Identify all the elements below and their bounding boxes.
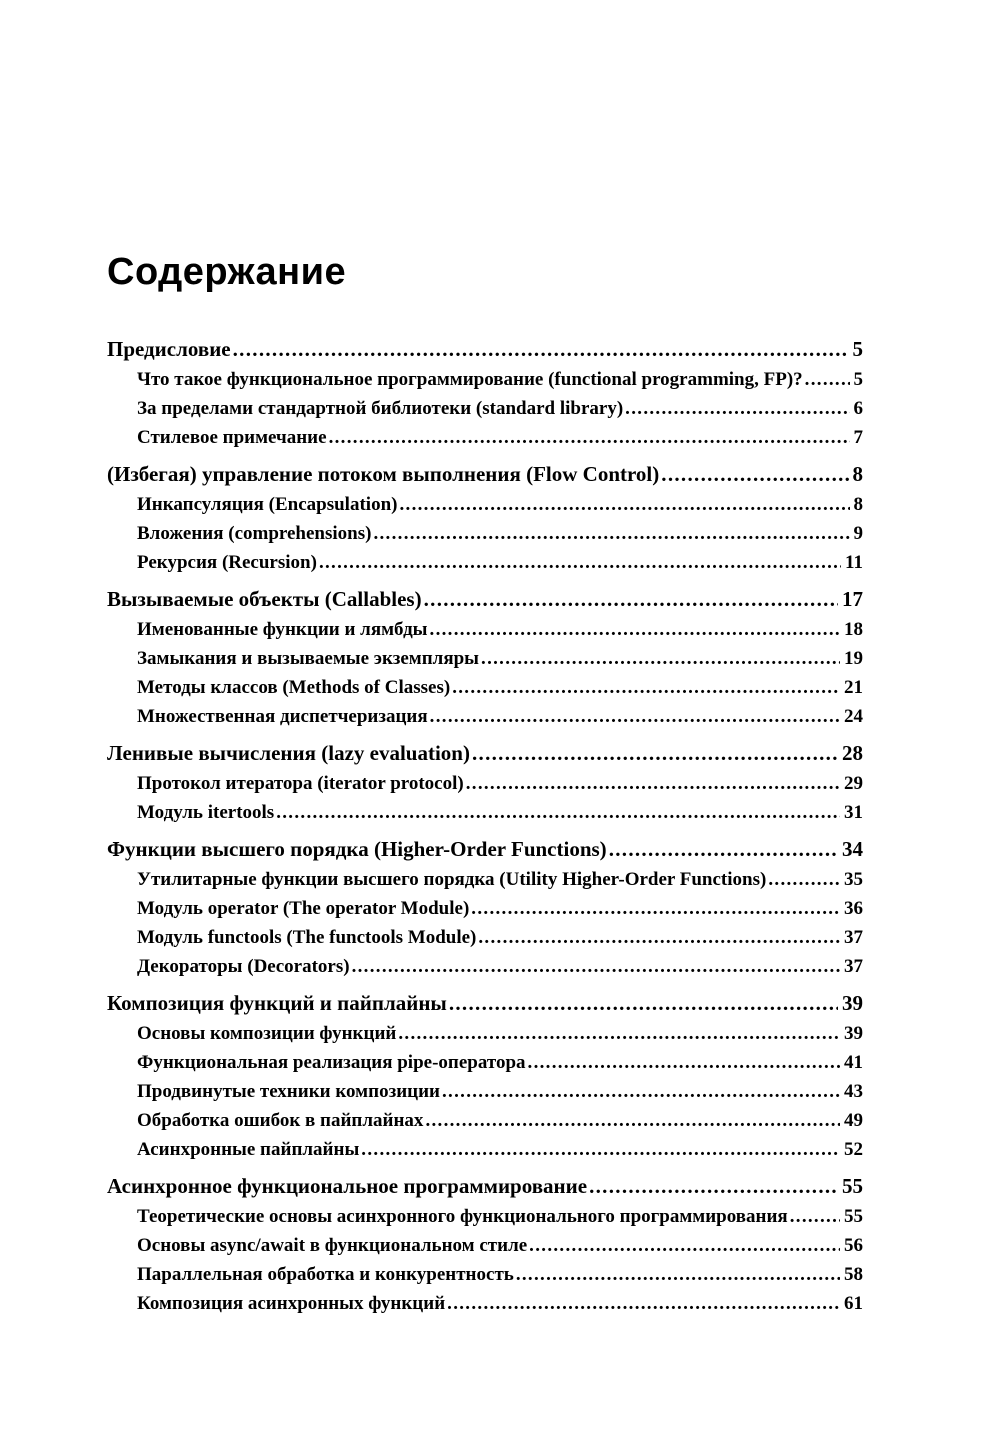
toc-entry-label: Именованные функции и лямбды — [137, 619, 428, 640]
dot-leader — [516, 1260, 840, 1289]
toc-item-row — [107, 702, 863, 731]
toc-section — [107, 834, 863, 981]
dot-leader — [528, 1048, 840, 1077]
toc-entry-label: Предисловие — [107, 337, 231, 361]
dot-leader — [449, 988, 838, 1019]
toc-entry-label: Вложения (comprehensions) — [137, 523, 372, 544]
toc-item-row — [107, 769, 863, 798]
toc-entry-label: Функциональная реализация pipe-оператора — [137, 1052, 526, 1073]
toc-entry-label: Параллельная обработка и конкурентность — [137, 1264, 514, 1285]
toc-item-row — [107, 1260, 863, 1289]
toc-entry-page: 61 — [844, 1293, 863, 1314]
toc-section — [107, 988, 863, 1164]
toc-item-row — [107, 644, 863, 673]
dot-leader — [430, 702, 840, 731]
toc-entry-page: 39 — [844, 1023, 863, 1044]
toc-entry-page: 56 — [844, 1235, 863, 1256]
toc-entry-label: Множественная диспетчеризация — [137, 706, 428, 727]
toc-item-row — [107, 519, 863, 548]
dot-leader — [373, 519, 849, 548]
dot-leader — [768, 865, 840, 894]
toc-entry-label: Основы async/await в функциональном стиле — [137, 1235, 528, 1256]
dot-leader — [329, 423, 850, 452]
toc-section-row — [107, 1171, 863, 1202]
toc-entry-label: Инкапсуляция (Encapsulation) — [137, 494, 398, 515]
dot-leader — [352, 952, 840, 981]
toc-entry-page: 31 — [844, 802, 863, 823]
toc-item-row — [107, 923, 863, 952]
toc-entry-page: 8 — [853, 494, 863, 515]
toc-entry-label: Асинхронное функциональное программирование — [107, 1174, 588, 1198]
toc-section — [107, 459, 863, 577]
dot-leader — [442, 1077, 840, 1106]
toc-entry-page: 11 — [845, 552, 863, 573]
toc-entry-page: 5 — [853, 369, 863, 390]
dot-leader — [424, 584, 838, 615]
dot-leader — [466, 769, 840, 798]
toc-item-row — [107, 1077, 863, 1106]
dot-leader — [233, 334, 849, 365]
dot-leader — [319, 548, 841, 577]
toc-entry-label: Функции высшего порядка (Higher-Order Functions) — [107, 837, 607, 861]
toc-entry-page: 37 — [844, 956, 863, 977]
dot-leader — [452, 673, 840, 702]
dot-leader — [589, 1171, 838, 1202]
dot-leader — [481, 644, 840, 673]
toc-item-row — [107, 1289, 863, 1318]
toc-entry-page: 36 — [844, 898, 863, 919]
toc-item-row — [107, 865, 863, 894]
toc-entry-label: Протокол итератора (iterator protocol) — [137, 773, 464, 794]
dot-leader — [472, 738, 838, 769]
toc-section — [107, 1171, 863, 1318]
toc-item-row — [107, 1106, 863, 1135]
toc-section — [107, 584, 863, 731]
toc-entry-label: Рекурсия (Recursion) — [137, 552, 317, 573]
toc-entry-label: Композиция асинхронных функций — [137, 1293, 446, 1314]
dot-leader — [478, 923, 840, 952]
toc-entry-label: Ленивые вычисления (lazy evaluation) — [107, 741, 470, 765]
toc-section — [107, 334, 863, 452]
toc-section-row — [107, 334, 863, 365]
dot-leader — [398, 1019, 840, 1048]
toc-entry-page: 6 — [853, 398, 863, 419]
toc-entry-label: Вызываемые объекты (Callables) — [107, 587, 422, 611]
dot-leader — [609, 834, 838, 865]
toc-entry-page: 21 — [844, 677, 863, 698]
toc-entry-page: 34 — [842, 837, 863, 861]
toc-entry-label: Теоретические основы асинхронного функционального программирования — [137, 1206, 788, 1227]
dot-leader — [430, 615, 840, 644]
toc-item-row — [107, 1048, 863, 1077]
toc-entry-label: Модуль operator (The operator Module) — [137, 898, 470, 919]
toc-entry-label: Модуль functools (The functools Module) — [137, 927, 477, 948]
toc-entry-label: За пределами стандартной библиотеки (standard library) — [137, 398, 624, 419]
toc-entry-label: Продвинутые техники композиции — [137, 1081, 440, 1102]
toc-item-row — [107, 952, 863, 981]
toc-item-row — [107, 423, 863, 452]
toc-entry-page: 37 — [844, 927, 863, 948]
toc-entry-label: Модуль itertools — [137, 802, 275, 823]
toc-content — [107, 250, 863, 1318]
toc-entry-page: 28 — [842, 741, 863, 765]
toc-entry-page: 35 — [844, 869, 863, 890]
dot-leader — [361, 1135, 840, 1164]
toc-item-row — [107, 548, 863, 577]
toc-entry-page: 29 — [844, 773, 863, 794]
dot-leader — [276, 798, 840, 827]
toc-entry-label: (Избегая) управление потоком выполнения (Flow Control) — [107, 462, 660, 486]
toc-section-row — [107, 988, 863, 1019]
toc-item-row — [107, 615, 863, 644]
toc-entry-page: 24 — [844, 706, 863, 727]
toc-item-row — [107, 365, 863, 394]
table-of-contents — [107, 334, 863, 1318]
page-title: Содержание — [107, 251, 347, 293]
toc-section-row — [107, 738, 863, 769]
toc-entry-page: 49 — [844, 1110, 863, 1131]
toc-entry-label: Замыкания и вызываемые экземпляры — [137, 648, 480, 669]
toc-entry-page: 43 — [844, 1081, 863, 1102]
toc-item-row — [107, 894, 863, 923]
toc-entry-label: Стилевое примечание — [137, 427, 327, 448]
toc-entry-page: 58 — [844, 1264, 863, 1285]
toc-section-row — [107, 584, 863, 615]
toc-entry-label: Композиция функций и пайплайны — [107, 991, 447, 1015]
toc-item-row — [107, 1019, 863, 1048]
toc-item-row — [107, 1135, 863, 1164]
toc-entry-page: 19 — [844, 648, 863, 669]
toc-entry-page: 41 — [844, 1052, 863, 1073]
toc-entry-page: 17 — [842, 587, 863, 611]
toc-entry-label: Утилитарные функции высшего порядка (Utility Higher-Order Functions) — [137, 869, 767, 890]
dot-leader — [425, 1106, 840, 1135]
toc-entry-page: 52 — [844, 1139, 863, 1160]
toc-item-row — [107, 394, 863, 423]
toc-item-row — [107, 490, 863, 519]
toc-entry-page: 8 — [852, 462, 863, 486]
toc-section-row — [107, 459, 863, 490]
dot-leader — [399, 490, 849, 519]
dot-leader — [471, 894, 840, 923]
toc-entry-label: Обработка ошибок в пайплайнах — [137, 1110, 424, 1131]
dot-leader — [529, 1231, 840, 1260]
toc-entry-page: 55 — [844, 1206, 863, 1227]
toc-entry-page: 5 — [852, 337, 863, 361]
toc-entry-page: 39 — [842, 991, 863, 1015]
dot-leader — [805, 365, 850, 394]
toc-entry-page: 9 — [853, 523, 863, 544]
dot-leader — [661, 459, 848, 490]
toc-entry-page: 18 — [844, 619, 863, 640]
toc-item-row — [107, 798, 863, 827]
toc-entry-label: Основы композиции функций — [137, 1023, 397, 1044]
toc-entry-page: 55 — [842, 1174, 863, 1198]
dot-leader — [625, 394, 849, 423]
toc-entry-page: 7 — [853, 427, 863, 448]
toc-entry-label: Что такое функциональное программирование (functional programming, FP)? — [137, 369, 803, 390]
toc-entry-label: Методы классов (Methods of Classes) — [137, 677, 451, 698]
toc-item-row — [107, 673, 863, 702]
toc-section — [107, 738, 863, 827]
toc-entry-label: Декораторы (Decorators) — [137, 956, 350, 977]
toc-entry-label: Асинхронные пайплайны — [137, 1139, 360, 1160]
toc-item-row — [107, 1231, 863, 1260]
toc-section-row — [107, 834, 863, 865]
dot-leader — [447, 1289, 840, 1318]
dot-leader — [790, 1202, 840, 1231]
toc-item-row — [107, 1202, 863, 1231]
